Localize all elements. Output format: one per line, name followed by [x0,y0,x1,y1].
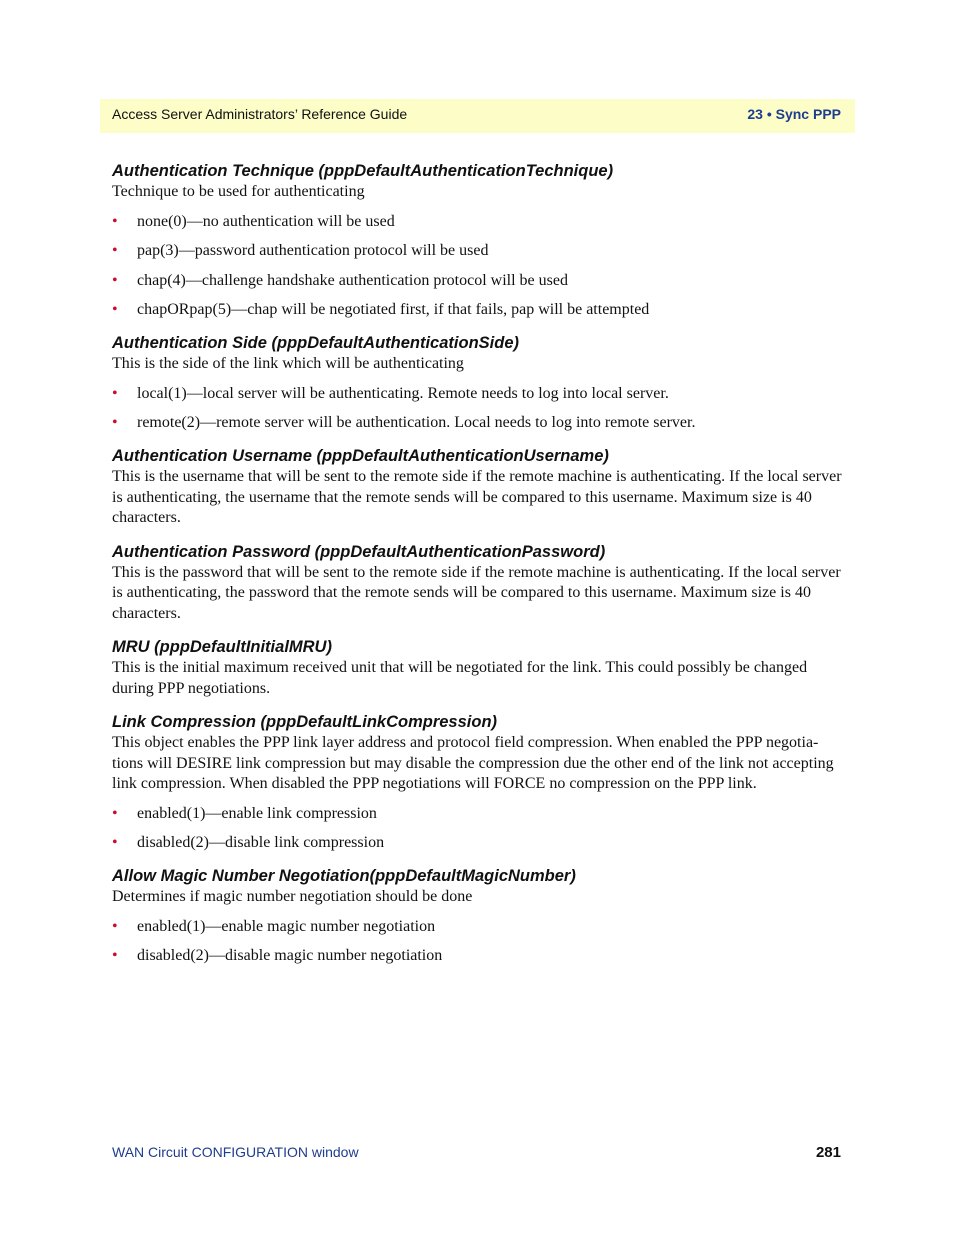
list-item-text: disabled(2)—disable link compression [137,834,385,851]
section [112,865,842,966]
list-item [112,384,842,404]
bullet-icon: • [112,384,118,402]
section-description: Technique to be used for authenticating [112,183,365,200]
bullet-icon: • [112,947,118,964]
section-title: Authentication Password (pppDefaultAuthenticationPassword) [112,542,606,561]
list-item-text: enabled(1)—enable magic number negotiation [137,917,436,935]
list-item-text: chapORpap(5)—chap will be negotiated first, if that fails, pap will be attempted [137,301,650,318]
list-item [112,241,842,261]
list-item [112,271,842,291]
bullet-list [112,384,842,434]
list-item [112,917,842,937]
section-title: MRU (pppDefaultInitialMRU) [112,638,332,656]
section [112,332,842,433]
section-description: This is the initial maximum received unit that will be negotiated for the link. This could possibly be changed during PPP negotiations. [112,659,808,697]
bullet-icon: • [112,917,118,935]
list-item-text: disabled(2)—disable magic number negotiation [137,947,443,964]
section-description: Determines if magic number negotiation should be done [112,888,473,905]
section-description: This object enables the PPP link layer address and protocol field compression. When enabled the PPP negotiations will DESIRE link compression but may disable the compression due the other end of the link not accepting link compression. When disabled the PPP negotiations will FORCE no compression on the PPP link. [112,734,834,792]
list-item [112,804,842,824]
guide-title: Access Server Administrators’ Reference Guide [112,106,408,122]
bullet-icon: • [112,271,118,289]
section-title: Authentication Technique (pppDefaultAuthenticationTechnique) [112,162,614,180]
section-title: Authentication Username (pppDefaultAuthenticationUsername) [112,447,609,465]
list-item-text: none(0)—no authentication will be used [137,212,395,230]
list-item [112,413,842,433]
running-header [100,99,855,133]
list-item-text: chap(4)—challenge handshake authentication protocol will be used [137,271,568,289]
section [112,541,842,625]
footer-section-name: WAN Circuit CONFIGURATION window [112,1144,359,1160]
page-number: 281 [815,1144,841,1161]
section [112,445,842,529]
section-description: This is the side of the link which will be authenticating [112,355,464,372]
list-item [112,833,842,853]
section [112,636,842,699]
section-description: This is the password that will be sent to the remote side if the remote machine is authenticating. If the local server is authenticating, the password that the remote sends will be compared to this username. Maximum size is 40 characters. [112,563,841,622]
section-title: Authentication Side (pppDefaultAuthenticationSide) [112,334,519,352]
list-item-text: enabled(1)—enable link compression [137,804,377,822]
bullet-list [112,212,842,321]
section [112,160,842,320]
bullet-icon: • [112,301,118,318]
section-title: Allow Magic Number Negotiation(pppDefaultMagicNumber) [112,867,576,885]
bullet-icon: • [112,212,118,230]
bullet-icon: • [112,834,118,851]
list-item-text: remote(2)—remote server will be authentication. Local needs to log into remote server. [137,414,696,431]
bullet-icon: • [112,804,118,822]
bullet-list [112,804,842,854]
page-body [112,160,842,978]
section-title: Link Compression (pppDefaultLinkCompression) [112,713,498,731]
list-item [112,212,842,232]
bullet-icon: • [112,242,118,259]
chapter-label: 23 • Sync PPP [747,106,841,122]
section-description: This is the username that will be sent to the remote side if the remote machine is authenticating. If the local server is authenticating, the username that the remote sends will be compared to this username. Maximum size is 40 characters. [112,468,842,526]
list-item [112,300,842,320]
list-item-text: pap(3)—password authentication protocol will be used [137,242,489,259]
bullet-icon: • [112,414,118,431]
bullet-list [112,917,842,967]
section [112,711,842,853]
list-item-text: local(1)—local server will be authenticating. Remote needs to log into local server. [137,384,669,402]
list-item [112,946,842,966]
